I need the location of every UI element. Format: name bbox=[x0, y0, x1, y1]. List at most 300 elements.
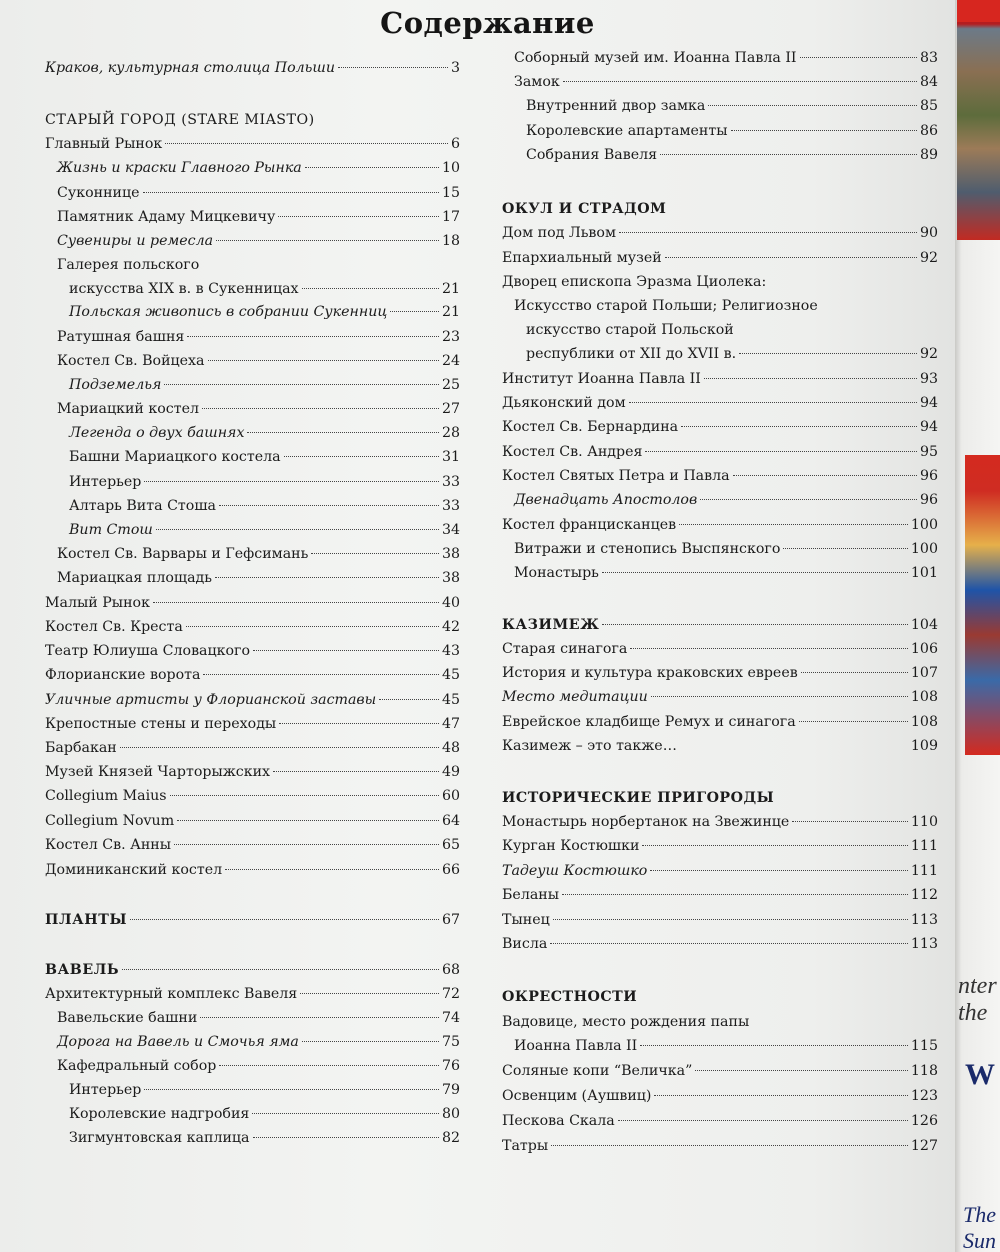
toc-dot-leader bbox=[602, 572, 908, 573]
toc-page-number: 101 bbox=[910, 565, 938, 581]
toc-entry bbox=[45, 834, 460, 856]
toc-entry bbox=[502, 465, 938, 487]
toc-entry bbox=[502, 711, 938, 733]
toc-entry-title: Висла bbox=[502, 936, 548, 952]
toc-dot-leader bbox=[700, 499, 917, 500]
toc-dot-leader bbox=[253, 650, 439, 651]
toc-dot-leader bbox=[630, 648, 908, 649]
toc-page-number: 48 bbox=[441, 740, 460, 756]
toc-dot-leader bbox=[144, 481, 439, 482]
toc-dot-leader bbox=[215, 577, 439, 578]
toc-entry-title: Тадеуш Костюшко bbox=[502, 863, 648, 879]
toc-page-number: 111 bbox=[910, 838, 938, 854]
toc-page-number: 38 bbox=[441, 546, 460, 562]
toc-entry bbox=[45, 909, 460, 931]
toc-page-number: 76 bbox=[441, 1058, 460, 1074]
toc-dot-leader bbox=[170, 795, 439, 796]
toc-page-number: 64 bbox=[441, 813, 460, 829]
toc-entry-title: Кафедральный собор bbox=[57, 1058, 217, 1074]
toc-entry-title: Вавельские башни bbox=[57, 1010, 198, 1026]
toc-entry bbox=[45, 543, 460, 565]
toc-dot-leader bbox=[550, 943, 908, 944]
toc-page-number: 82 bbox=[441, 1130, 460, 1146]
toc-entry-title: Крепостные стены и переходы bbox=[45, 716, 277, 732]
toc-page-number: 43 bbox=[441, 643, 460, 659]
toc-entry bbox=[45, 254, 460, 276]
toc-dot-leader bbox=[216, 240, 439, 241]
toc-entry bbox=[45, 1127, 460, 1149]
toc-entry-title: Пескова Скала bbox=[502, 1113, 615, 1129]
toc-entry bbox=[45, 810, 460, 832]
toc-entry-title: Подземелья bbox=[69, 377, 162, 393]
toc-page-number: 6 bbox=[450, 136, 460, 152]
toc-entry bbox=[502, 343, 938, 365]
toc-page-number: 67 bbox=[441, 912, 460, 928]
toc-entry-title: Интерьер bbox=[69, 474, 142, 490]
toc-entry bbox=[45, 182, 460, 204]
toc-entry-title: Место медитации bbox=[502, 689, 648, 705]
toc-entry bbox=[45, 1055, 460, 1077]
toc-page-number: 65 bbox=[441, 837, 460, 853]
toc-entry-title: Тынец bbox=[502, 912, 550, 928]
toc-entry-title: Дворец епископа Эразма Циолека: bbox=[502, 274, 767, 290]
toc-entry bbox=[502, 489, 938, 511]
toc-dot-leader bbox=[186, 626, 439, 627]
toc-entry-title: Доминиканский костел bbox=[45, 862, 223, 878]
cover-photo-fragment-top bbox=[957, 0, 1000, 240]
toc-entry-title: Памятник Адаму Мицкевичу bbox=[57, 209, 276, 225]
toc-entry bbox=[45, 1079, 460, 1101]
toc-dot-leader bbox=[164, 384, 439, 385]
toc-entry bbox=[502, 222, 938, 244]
toc-page-number: 47 bbox=[441, 716, 460, 732]
toc-entry-title: Искусство старой Польши; Религиозное bbox=[514, 298, 818, 314]
page-title: Содержание bbox=[380, 6, 595, 40]
toc-page-number: 112 bbox=[910, 887, 938, 903]
toc-entry-title: Королевские надгробия bbox=[69, 1106, 250, 1122]
toc-page-number: 115 bbox=[910, 1038, 938, 1054]
toc-page-number: 68 bbox=[441, 962, 460, 978]
toc-entry-title: Костел Св. Войцеха bbox=[57, 353, 205, 369]
toc-dot-leader bbox=[679, 524, 908, 525]
toc-dot-leader bbox=[551, 1145, 908, 1146]
toc-entry bbox=[502, 686, 938, 708]
toc-entry-title: Татры bbox=[502, 1138, 549, 1154]
toc-page-number: 21 bbox=[441, 304, 460, 320]
toc-dot-leader bbox=[618, 1120, 908, 1121]
toc-dot-leader bbox=[278, 216, 439, 217]
toc-page-number: 24 bbox=[441, 353, 460, 369]
toc-page-number: 89 bbox=[919, 147, 938, 163]
toc-entry bbox=[502, 392, 938, 414]
toc-page-number: 31 bbox=[441, 449, 460, 465]
toc-entry-title: Королевские апартаменты bbox=[526, 123, 728, 139]
toc-entry bbox=[502, 1011, 938, 1033]
toc-entry-title: Галерея польского bbox=[57, 257, 200, 273]
cover-photo-fragment-middle bbox=[965, 455, 1000, 755]
toc-dot-leader bbox=[156, 529, 439, 530]
toc-entry-title: Дорога на Вавель и Смочья яма bbox=[57, 1034, 299, 1050]
toc-dot-leader bbox=[153, 602, 439, 603]
toc-dot-leader bbox=[654, 1095, 907, 1096]
toc-dot-leader bbox=[665, 257, 917, 258]
toc-page-number: 15 bbox=[441, 185, 460, 201]
toc-entry bbox=[45, 133, 460, 155]
toc-entry-title: Иоанна Павла II bbox=[514, 1038, 638, 1054]
toc-dot-leader bbox=[733, 475, 917, 476]
toc-entry bbox=[502, 368, 938, 390]
toc-entry bbox=[45, 859, 460, 881]
toc-page-number: 94 bbox=[919, 419, 938, 435]
toc-entry-title: Собрания Вавеля bbox=[526, 147, 658, 163]
toc-dot-leader bbox=[801, 672, 908, 673]
toc-page-number: 18 bbox=[441, 233, 460, 249]
toc-dot-leader bbox=[219, 1065, 439, 1066]
toc-entry-title: Театр Юлиуша Словацкого bbox=[45, 643, 251, 659]
toc-page-number: 123 bbox=[910, 1088, 938, 1104]
toc-entry-title: Костел францисканцев bbox=[502, 517, 677, 533]
toc-entry-title: Интерьер bbox=[69, 1082, 142, 1098]
toc-page-number: 80 bbox=[441, 1106, 460, 1122]
toc-entry bbox=[45, 616, 460, 638]
toc-entry bbox=[45, 983, 460, 1005]
toc-page-number: 96 bbox=[919, 492, 938, 508]
toc-page-number: 106 bbox=[910, 641, 938, 657]
toc-dot-leader bbox=[252, 1113, 439, 1114]
toc-entry bbox=[502, 614, 938, 636]
toc-entry-title: Институт Иоанна Павла II bbox=[502, 371, 701, 387]
toc-page-number: 100 bbox=[910, 541, 938, 557]
toc-entry-title: Монастырь норбертанок на Звежинце bbox=[502, 814, 790, 830]
toc-entry bbox=[502, 295, 938, 317]
toc-page-number: 92 bbox=[919, 346, 938, 362]
toc-entry bbox=[45, 374, 460, 396]
toc-entry-title: Курган Костюшки bbox=[502, 838, 640, 854]
toc-entry-title: республики от XII до XVII в. bbox=[526, 346, 737, 362]
toc-page-number: 17 bbox=[441, 209, 460, 225]
toc-entry-title: Легенда о двух башнях bbox=[69, 425, 245, 441]
toc-dot-leader bbox=[739, 353, 917, 354]
toc-page-number: 111 bbox=[910, 863, 938, 879]
toc-entry-title: Монастырь bbox=[514, 565, 599, 581]
toc-entry-title: Сувениры и ремесла bbox=[57, 233, 214, 249]
toc-page-number: 79 bbox=[441, 1082, 460, 1098]
toc-entry-title: Польская живопись в собрании Сукенниц bbox=[69, 304, 388, 320]
toc-entry bbox=[502, 884, 938, 906]
toc-entry-title: Витражи и стенопись Выспянского bbox=[514, 541, 781, 557]
toc-entry-title: Флорианские ворота bbox=[45, 667, 201, 683]
toc-entry bbox=[502, 538, 938, 560]
toc-entry bbox=[502, 144, 938, 166]
toc-dot-leader bbox=[602, 624, 907, 625]
toc-dot-leader bbox=[629, 402, 917, 403]
toc-page-number: 90 bbox=[919, 225, 938, 241]
toc-page-number: 109 bbox=[910, 738, 938, 754]
toc-page-number: 126 bbox=[910, 1113, 938, 1129]
toc-page-number: 72 bbox=[441, 986, 460, 1002]
toc-dot-leader bbox=[247, 432, 438, 433]
toc-entry bbox=[45, 398, 460, 420]
toc-dot-leader bbox=[177, 820, 439, 821]
toc-entry bbox=[45, 422, 460, 444]
toc-dot-leader bbox=[619, 232, 917, 233]
toc-entry bbox=[502, 441, 938, 463]
toc-dot-leader bbox=[253, 1137, 439, 1138]
toc-entry bbox=[45, 230, 460, 252]
toc-entry-title: Костел Св. Андрея bbox=[502, 444, 643, 460]
toc-page-number: 93 bbox=[919, 371, 938, 387]
toc-page-number: 110 bbox=[910, 814, 938, 830]
toc-entry-title: Ратушная башня bbox=[57, 329, 185, 345]
toc-entry bbox=[45, 1007, 460, 1029]
toc-entry bbox=[502, 120, 938, 142]
toc-dot-leader bbox=[338, 67, 448, 68]
toc-page-number: 107 bbox=[910, 665, 938, 681]
toc-dot-leader bbox=[642, 845, 907, 846]
toc-entry bbox=[45, 567, 460, 589]
toc-entry-title: ВАВЕЛЬ bbox=[45, 962, 120, 978]
toc-entry-title: История и культура краковских евреев bbox=[502, 665, 798, 681]
toc-entry bbox=[45, 57, 460, 79]
toc-entry-title: Костел Св. Анны bbox=[45, 837, 172, 853]
toc-page-number: 96 bbox=[919, 468, 938, 484]
toc-dot-leader bbox=[783, 548, 908, 549]
toc-entry-title: Мариацкий костел bbox=[57, 401, 200, 417]
toc-entry bbox=[45, 519, 460, 541]
toc-page-number: 85 bbox=[919, 98, 938, 114]
toc-page-number: 34 bbox=[441, 522, 460, 538]
toc-entry bbox=[502, 95, 938, 117]
toc-entry bbox=[502, 662, 938, 684]
toc-page-number: 75 bbox=[441, 1034, 460, 1050]
toc-entry bbox=[502, 1135, 938, 1157]
adjacent-book-edge bbox=[955, 0, 1000, 1252]
toc-entry-title: Главный Рынок bbox=[45, 136, 163, 152]
toc-entry bbox=[502, 1085, 938, 1107]
toc-dot-leader bbox=[300, 993, 439, 994]
toc-page-number: 84 bbox=[919, 74, 938, 90]
toc-entry-title: Дьяконский дом bbox=[502, 395, 626, 411]
toc-entry-title: Вит Стош bbox=[69, 522, 153, 538]
toc-entry bbox=[45, 785, 460, 807]
toc-section-heading: ОКУЛ И СТРАДОМ bbox=[502, 201, 667, 217]
toc-entry-title: Архитектурный комплекс Вавеля bbox=[45, 986, 298, 1002]
toc-page-number: 108 bbox=[910, 714, 938, 730]
toc-page-number: 21 bbox=[441, 281, 460, 297]
toc-dot-leader bbox=[273, 771, 439, 772]
toc-page-number: 113 bbox=[910, 912, 938, 928]
toc-dot-leader bbox=[704, 378, 917, 379]
toc-page-number: 38 bbox=[441, 570, 460, 586]
toc-page-number: 33 bbox=[441, 474, 460, 490]
toc-entry-title: Епархиальный музей bbox=[502, 250, 662, 266]
toc-page-number: 25 bbox=[441, 377, 460, 393]
toc-page-number: 95 bbox=[919, 444, 938, 460]
toc-page-number: 23 bbox=[441, 329, 460, 345]
toc-entry bbox=[45, 206, 460, 228]
toc-entry-title: Двенадцать Апостолов bbox=[514, 492, 698, 508]
toc-entry bbox=[45, 157, 460, 179]
toc-dot-leader bbox=[165, 143, 448, 144]
toc-dot-leader bbox=[660, 154, 917, 155]
toc-dot-leader bbox=[208, 360, 439, 361]
toc-entry bbox=[502, 638, 938, 660]
toc-entry-title: Зигмунтовская каплица bbox=[69, 1130, 250, 1146]
toc-dot-leader bbox=[800, 57, 917, 58]
toc-entry-title: Малый Рынок bbox=[45, 595, 150, 611]
toc-dot-leader bbox=[379, 699, 439, 700]
side-text-fragment-2: W bbox=[965, 1058, 995, 1091]
toc-entry bbox=[45, 737, 460, 759]
toc-dot-leader bbox=[202, 408, 439, 409]
toc-entry bbox=[45, 495, 460, 517]
toc-dot-leader bbox=[203, 674, 439, 675]
toc-entry-title: Беланы bbox=[502, 887, 560, 903]
toc-page-number: 108 bbox=[910, 689, 938, 705]
toc-dot-leader bbox=[120, 747, 439, 748]
toc-section-heading: ОКРЕСТНОСТИ bbox=[502, 989, 638, 1005]
toc-dot-leader bbox=[553, 919, 908, 920]
toc-entry-title: искусство старой Польской bbox=[526, 322, 734, 338]
toc-dot-leader bbox=[305, 167, 439, 168]
toc-dot-leader bbox=[681, 426, 917, 427]
toc-page-number: 100 bbox=[910, 517, 938, 533]
toc-dot-leader bbox=[302, 1041, 439, 1042]
toc-page-number: 42 bbox=[441, 619, 460, 635]
toc-entry-title: Освенцим (Аушвиц) bbox=[502, 1088, 652, 1104]
toc-entry-title: Старая синагога bbox=[502, 641, 628, 657]
toc-dot-leader bbox=[645, 451, 916, 452]
toc-dot-leader bbox=[695, 1070, 908, 1071]
toc-dot-leader bbox=[174, 844, 439, 845]
toc-entry bbox=[502, 1060, 938, 1082]
toc-entry bbox=[502, 416, 938, 438]
side-text-fragment-3: The Sun bbox=[963, 1202, 996, 1252]
toc-dot-leader bbox=[225, 869, 439, 870]
toc-dot-leader bbox=[562, 894, 908, 895]
toc-entry-title: Алтарь Вита Стоша bbox=[69, 498, 216, 514]
toc-entry-title: Уличные артисты у Флорианской заставы bbox=[45, 692, 377, 708]
toc-entry bbox=[45, 278, 460, 300]
toc-page-number: 66 bbox=[441, 862, 460, 878]
toc-entry bbox=[45, 761, 460, 783]
toc-entry-title: Костел Св. Креста bbox=[45, 619, 183, 635]
toc-dot-leader bbox=[651, 696, 908, 697]
toc-page-number: 27 bbox=[441, 401, 460, 417]
toc-entry bbox=[502, 1035, 938, 1057]
toc-page-number: 86 bbox=[919, 123, 938, 139]
toc-dot-leader bbox=[302, 288, 439, 289]
toc-entry bbox=[502, 514, 938, 536]
toc-entry bbox=[502, 271, 938, 293]
toc-dot-leader bbox=[708, 105, 917, 106]
toc-entry-title: Замок bbox=[514, 74, 560, 90]
toc-page-number: 60 bbox=[441, 788, 460, 804]
toc-entry bbox=[502, 247, 938, 269]
toc-entry bbox=[502, 933, 938, 955]
toc-entry bbox=[45, 592, 460, 614]
toc-entry-title: Дом под Львом bbox=[502, 225, 616, 241]
toc-entry-title: Барбакан bbox=[45, 740, 117, 756]
toc-entry bbox=[45, 713, 460, 735]
toc-dot-leader bbox=[284, 456, 439, 457]
toc-entry bbox=[502, 860, 938, 882]
toc-page-number: 28 bbox=[441, 425, 460, 441]
toc-entry bbox=[502, 1110, 938, 1132]
toc-entry bbox=[45, 326, 460, 348]
toc-entry-title: Жизнь и краски Главного Рынка bbox=[57, 160, 302, 176]
toc-page-number: 45 bbox=[441, 692, 460, 708]
toc-entry bbox=[502, 47, 938, 69]
toc-entry bbox=[502, 319, 938, 341]
toc-dot-leader bbox=[799, 721, 908, 722]
toc-entry-title: ПЛАНТЫ bbox=[45, 912, 128, 928]
toc-entry-title: Еврейское кладбище Ремух и синагога bbox=[502, 714, 796, 730]
toc-entry bbox=[45, 446, 460, 468]
toc-dot-leader bbox=[279, 723, 439, 724]
toc-page-number: 104 bbox=[910, 617, 938, 633]
toc-entry-title: Краков, культурная столица Польши bbox=[45, 60, 335, 76]
toc-dot-leader bbox=[390, 311, 439, 312]
toc-page-number: 33 bbox=[441, 498, 460, 514]
toc-dot-leader bbox=[122, 969, 439, 970]
toc-entry bbox=[45, 959, 460, 981]
toc-entry bbox=[502, 562, 938, 584]
toc-section-heading: СТАРЫЙ ГОРОД (STARE MIASTO) bbox=[45, 112, 315, 128]
toc-entry bbox=[502, 909, 938, 931]
toc-entry bbox=[502, 835, 938, 857]
toc-page-number: 49 bbox=[441, 764, 460, 780]
toc-entry bbox=[502, 71, 938, 93]
toc-dot-leader bbox=[650, 870, 908, 871]
toc-page-number: 74 bbox=[441, 1010, 460, 1026]
toc-entry-title: КАЗИМЕЖ bbox=[502, 617, 600, 633]
toc-entry bbox=[45, 640, 460, 662]
toc-entry-title: Башни Мариацкого костела bbox=[69, 449, 281, 465]
toc-page-number: 127 bbox=[910, 1138, 938, 1154]
toc-dot-leader bbox=[731, 130, 917, 131]
toc-page-number: 40 bbox=[441, 595, 460, 611]
toc-page-number: 118 bbox=[910, 1063, 938, 1079]
toc-entry bbox=[45, 689, 460, 711]
toc-entry-title: Соляные копи “Величка” bbox=[502, 1063, 693, 1079]
toc-entry-title: искусства XIX в. в Сукенницах bbox=[69, 281, 299, 297]
toc-entry-title: Мариацкая площадь bbox=[57, 570, 213, 586]
toc-page-number: 83 bbox=[919, 50, 938, 66]
toc-entry bbox=[45, 664, 460, 686]
toc-dot-leader bbox=[130, 919, 439, 920]
toc-entry-title: Соборный музей им. Иоанна Павла II bbox=[514, 50, 797, 66]
toc-entry bbox=[45, 1031, 460, 1053]
toc-page-number: 3 bbox=[450, 60, 460, 76]
toc-entry bbox=[45, 1103, 460, 1125]
toc-entry-title: Collegium Maius bbox=[45, 788, 167, 804]
side-text-fragment-1: nter the bbox=[958, 973, 997, 1026]
toc-entry bbox=[45, 350, 460, 372]
toc-entry bbox=[45, 301, 460, 323]
toc-entry-title: Внутренний двор замка bbox=[526, 98, 706, 114]
toc-page-number: 45 bbox=[441, 667, 460, 683]
toc-entry bbox=[502, 735, 938, 757]
toc-dot-leader bbox=[311, 553, 439, 554]
toc-dot-leader bbox=[640, 1045, 908, 1046]
toc-dot-leader bbox=[144, 1089, 439, 1090]
toc-entry-title: Костел Св. Бернардина bbox=[502, 419, 679, 435]
toc-dot-leader bbox=[187, 336, 439, 337]
toc-dot-leader bbox=[792, 821, 908, 822]
toc-entry-title: Костел Св. Варвары и Гефсимань bbox=[57, 546, 309, 562]
toc-dot-leader bbox=[200, 1017, 439, 1018]
